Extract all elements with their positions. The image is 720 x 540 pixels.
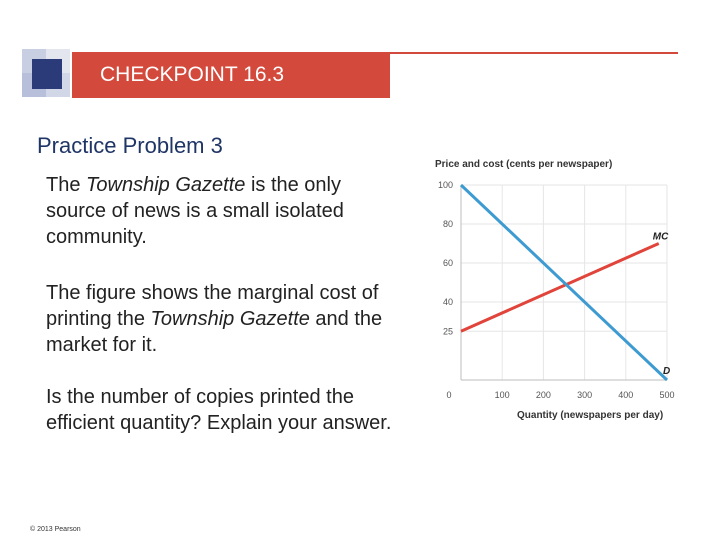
p2-em: Township Gazette: [150, 308, 310, 330]
y-tick-label: 40: [442, 297, 453, 307]
x-axis-label: Quantity (newspapers per day): [517, 410, 664, 421]
practice-problem-title: Practice Problem 3: [37, 133, 223, 158]
y-tick-label: 80: [442, 219, 453, 229]
p1-pre: The: [46, 174, 87, 196]
series-line-mc: [461, 244, 659, 332]
copyright: © 2013 Pearson: [30, 526, 81, 533]
series-label-mc: MC: [652, 231, 669, 243]
mc-demand-chart: [425, 150, 695, 430]
y-tick-label: 25: [442, 326, 453, 337]
x-tick-label: 100: [494, 390, 510, 400]
p2-post: and the market for it.: [46, 308, 383, 356]
y-tick-label: 100: [437, 180, 453, 190]
slide-title: CHECKPOINT 16.3: [100, 63, 285, 86]
header-rule: [390, 52, 678, 54]
p1-em: Township Gazette: [86, 174, 246, 196]
x-tick-label: 200: [535, 390, 551, 400]
paragraph-1: [46, 172, 396, 250]
x-tick-label: 0: [446, 390, 452, 400]
x-tick-label: 500: [659, 390, 675, 400]
series-line-d: [461, 185, 667, 380]
paragraph-2: [46, 280, 396, 358]
x-tick-label: 300: [577, 390, 593, 400]
y-tick-label: 60: [442, 258, 453, 268]
p2-pre: The figure shows the marginal cost of printing the: [46, 282, 379, 330]
y-axis-label: Price and cost (cents per newspaper): [435, 159, 613, 170]
p1-post: is the only source of news is a small isolated community.: [46, 174, 344, 248]
paragraph-3: Is the number of copies printed the efficient quantity? Explain your answer.: [46, 386, 392, 434]
series-label-d: D: [663, 366, 671, 377]
logo-squares: [22, 49, 70, 99]
x-tick-label: 400: [618, 390, 634, 400]
